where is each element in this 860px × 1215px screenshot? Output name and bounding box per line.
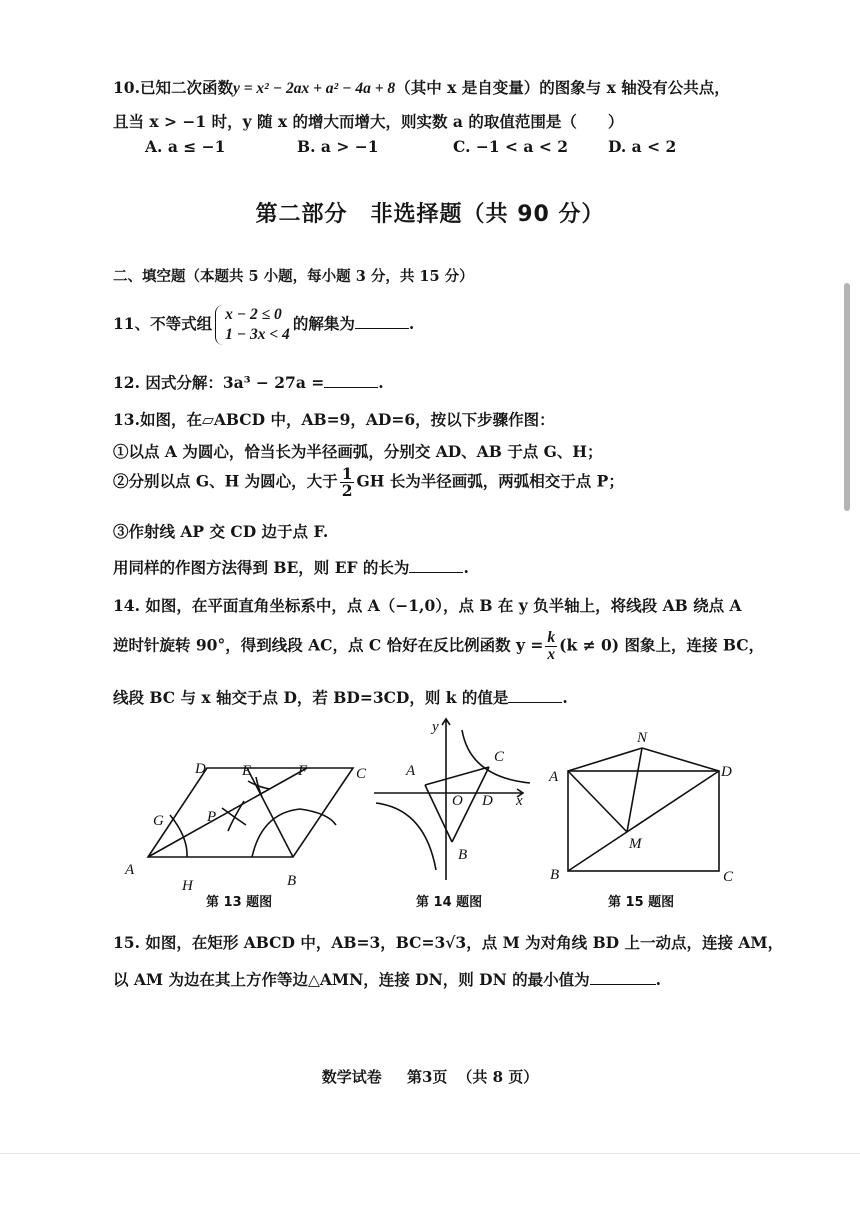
label-b: B [458,847,468,863]
arc-b [252,809,336,857]
q14-line1: 14. 如图，在平面直角坐标系中，点 A（−1,0），点 B 在 y 负半轴上，将线段 AB 绕点 A [113,596,742,615]
figure-14-caption: 第 14 题图 [416,895,483,910]
segment-am [568,771,627,832]
q11 [113,305,414,345]
label-x: x [516,793,523,809]
q11-suffix: 的解集为 [292,314,355,333]
label-d: D [482,793,493,809]
q12-end: . [378,373,384,392]
q12-text: 12. 因式分解：3a³ − 27a = [113,373,325,392]
arc-p-2 [222,808,246,825]
label-a: A [549,769,559,785]
figure-15-caption: 第 15 题图 [608,895,675,910]
frac-num: 1 [341,464,353,483]
footer-subject: 数学试卷 [321,1068,382,1086]
page-divider [0,1153,860,1154]
section-heading: 第二部分 非选择题（共 90 分） [255,202,605,227]
scrollbar-thumb[interactable] [844,283,850,511]
footer-total: （共 8 页） [457,1068,539,1086]
label-a: A [406,763,416,779]
q10-function: y = x² − 2ax + a² − 4a + 8 [232,80,396,97]
figure-15 [568,748,719,871]
label-p: P [207,809,217,825]
q13-end: . [463,558,469,577]
answer-blank-13[interactable] [409,558,463,573]
label-o: O [452,793,463,809]
label-e: E [242,763,252,779]
figure-13-caption: 第 13 题图 [206,895,273,910]
q13-question: 用同样的作图方法得到 BE，则 EF 的长为 [113,558,410,577]
q10-option-a: A. a ≤ −1 [145,137,226,156]
label-m: M [629,836,642,852]
label-c: C [494,749,505,765]
frac-den: x [547,646,556,663]
q10-prefix: 10.已知二次函数 [113,78,233,97]
answer-blank-11[interactable] [355,314,409,329]
q14-line2 [113,630,764,663]
brace-icon [215,305,225,345]
q15-line2 [113,968,661,990]
label-a: A [125,862,135,878]
label-b: B [287,873,297,889]
q10-line2: 且当 x > −1 时，y 随 x 的增大而增大，则实数 a 的取值范围是（ ） [113,112,624,131]
answer-blank-12[interactable] [324,373,378,388]
q10-line1 [113,76,730,98]
q11-end: . [408,314,415,333]
q15-question: 以 AM 为边在其上方作等边△AMN，连接 DN，则 DN 的最小值为 [113,970,590,989]
segment-nd [642,748,719,771]
part2-title: 二、填空题（本题共 5 小题，每小题 3 分，共 15 分） [113,268,474,285]
label-c: C [723,869,734,885]
label-b: B [550,867,560,883]
q10-option-c: C. −1 < a < 2 [453,137,569,156]
q10-option-d: D. a < 2 [608,137,677,156]
answer-blank-15[interactable] [590,970,656,985]
hyperbola-branch-2 [376,803,436,870]
arc-p-1 [228,801,244,831]
q14-suffix: (k ≠ 0) 图象上，连接 BC， [559,635,765,655]
segment-nm [627,748,642,832]
segment-an [568,748,642,771]
figures-row [0,705,860,925]
q12 [113,371,384,393]
page-footer [0,1066,860,1087]
q14-prefix: 逆时针旋转 90°，得到线段 AC，点 C 恰好在反比例函数 y = [113,635,544,655]
label-d: D [195,761,206,777]
segment-ac [425,767,489,785]
q14-question: 线段 BC 与 x 轴交于点 D，若 BD=3CD，则 k 的值是 [113,688,509,707]
q15-line1: 15. 如图，在矩形 ABCD 中，AB=3，BC=3√3，点 M 为对角线 BD 上一动点，连接 AM， [113,933,784,952]
fraction-half [340,466,355,499]
inequality-system [215,305,290,345]
q13-step2-prefix: ②分别以点 G、H 为圆心，大于 [113,471,338,491]
frac-den: 2 [341,481,353,500]
label-g: G [153,813,164,829]
q13-line1: 13.如图，在▱ABCD 中，AB=9，AD=6，按以下步骤作图： [113,410,555,429]
fraction-k-over-x [545,630,557,663]
label-y: y [432,719,439,735]
q13-step1: ①以点 A 为圆心，恰当长为半径画弧，分别交 AD、AB 于点 G、H； [113,442,603,461]
frac-num: k [547,629,556,646]
figure-13 [148,768,353,857]
q13-step3: ③作射线 AP 交 CD 边于点 F. [113,522,329,541]
footer-page: 第3页 [406,1068,448,1086]
q14-end: . [562,688,568,707]
inequality-2: 1 − 3x < 4 [225,326,290,343]
parallelogram-abcd [148,768,353,857]
q13-step2 [113,466,624,499]
label-d: D [721,764,732,780]
label-n: N [637,730,648,746]
q13-line5 [113,556,469,578]
q15-end: . [655,970,662,989]
diagonal-bd [568,771,719,871]
label-h: H [182,878,193,894]
q10-suffix: （其中 x 是自变量）的图象与 x 轴没有公共点， [395,78,730,97]
inequality-1: x − 2 ≤ 0 [225,306,282,323]
q11-prefix: 11、不等式组 [113,314,213,333]
answer-blank-14[interactable] [508,688,562,703]
figure-13-labels [124,761,367,894]
q13-step2-suffix: GH 长为半径画弧，两弧相交于点 P； [356,471,624,491]
label-f: F [298,763,308,779]
label-c: C [356,766,367,782]
q10-option-b: B. a > −1 [297,137,379,156]
